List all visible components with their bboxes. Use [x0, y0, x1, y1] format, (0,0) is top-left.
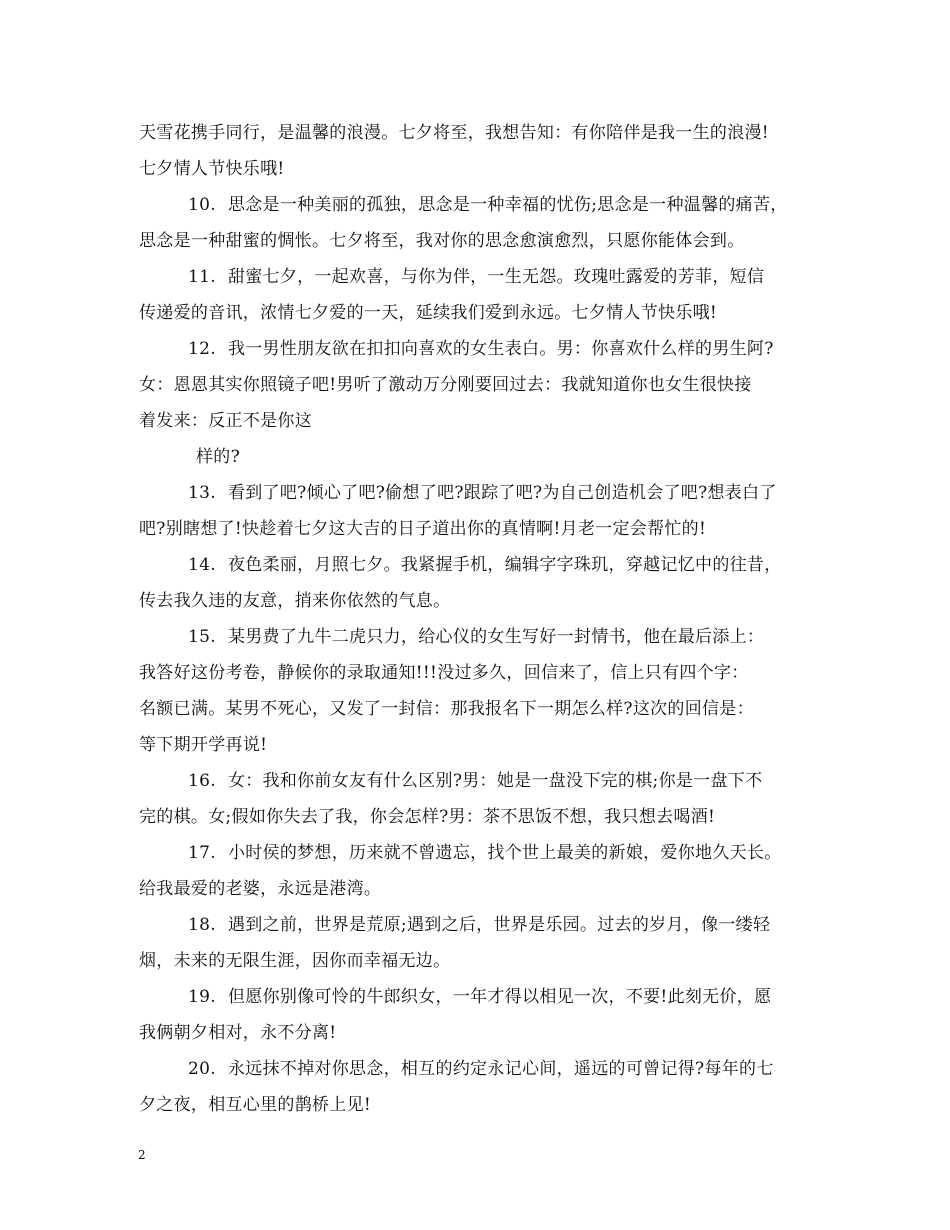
text-line: 我俩朝夕相对，永不分离!: [139, 1023, 337, 1043]
item-number: 13.: [188, 483, 216, 503]
text-line: 夕之夜，相互心里的鹊桥上见!: [139, 1095, 372, 1115]
text-line: 给我最爱的老婆，永远是港湾。: [139, 879, 382, 899]
text-line: 吧?别瞎想了!快趁着七夕这大吉的日子道出你的真情啊!月老一定会帮忙的!: [139, 519, 707, 539]
text-line: 烟，未来的无限生涯，因你而幸福无边。: [139, 951, 451, 971]
item-number: 10.: [188, 195, 216, 215]
list-item-13: [188, 482, 777, 504]
text-line: 传去我久违的友意，捎来你依然的气息。: [139, 591, 451, 611]
text-line: 思念是一种甜蜜的惆怅。七夕将至，我对你的思念愈演愈烈，只愿你能体会到。: [139, 231, 745, 251]
list-item-12: [188, 338, 774, 360]
item-number: 12.: [188, 339, 216, 359]
item-number: 19.: [188, 987, 216, 1007]
text-line: 传递爱的音讯，浓情七夕爱的一天，延续我们爱到永远。七夕情人节快乐哦!: [139, 303, 718, 323]
list-item-19: [188, 986, 771, 1008]
page-number: 2: [138, 1148, 146, 1162]
list-item-17: [188, 842, 782, 864]
text-line: 样的?: [196, 447, 241, 467]
text-line: 等下期开学再说!: [139, 735, 268, 755]
list-item-14: [188, 554, 782, 576]
text-line: 我答好这份考卷，静候你的录取通知!!!没过多久，回信来了，信上只有四个字：: [139, 663, 749, 683]
text-line: 但愿你别像可怜的牛郎织女，一年才得以相见一次，不要!此刻无价，愿: [227, 987, 772, 1007]
item-number: 20.: [188, 1059, 216, 1079]
list-item-16: [188, 770, 762, 792]
text-line: 甜蜜七夕，一起欢喜，与你为伴，一生无怨。玫瑰吐露爱的芳菲，短信: [227, 267, 765, 287]
text-line: 着发来：反正不是你这: [139, 411, 312, 431]
text-line: 小时侯的梦想，历来就不曾遗忘，找个世上最美的新娘，爱你地久天长。: [227, 843, 782, 863]
item-number: 11.: [188, 267, 216, 287]
list-item-18: [188, 914, 770, 936]
text-line: 某男费了九牛二虎只力，给心仪的女生写好一封情书，他在最后添上：: [227, 627, 765, 647]
text-line: 七夕情人节快乐哦!: [139, 159, 285, 179]
text-line: 天雪花携手同行，是温馨的浪漫。七夕将至，我想告知：有你陪伴是我一生的浪漫!: [139, 123, 769, 143]
text-line: 女：我和你前女友有什么区别?男：她是一盘没下完的棋;你是一盘下不: [227, 771, 763, 791]
text-line: 思念是一种美丽的孤独，思念是一种幸福的忧伤;思念是一种温馨的痛苦，: [227, 195, 788, 215]
item-number: 14.: [188, 555, 216, 575]
text-line: 我一男性朋友欲在扣扣向喜欢的女生表白。男：你喜欢什么样的男生阿?: [227, 339, 774, 359]
text-line: 永远抹不掉对你思念，相互的约定永记心间，遥远的可曾记得?每年的七: [227, 1059, 774, 1079]
list-item-20: [188, 1058, 774, 1080]
list-item-15: [188, 626, 764, 648]
list-item-10: [188, 194, 788, 216]
list-item-11: [188, 266, 764, 288]
text-line: 遇到之前，世界是荒原;遇到之后，世界是乐园。过去的岁月，像一缕轻: [227, 915, 771, 935]
item-number: 18.: [188, 915, 216, 935]
text-line: 夜色柔丽，月照七夕。我紧握手机，编辑字字珠玑，穿越记忆中的往昔，: [227, 555, 782, 575]
text-line: 女：恩恩其实你照镜子吧!男听了激动万分刚要回过去：我就知道你也女生很快接: [139, 375, 752, 395]
text-line: 名额已满。某男不死心，又发了一封信：那我报名下一期怎么样?这次的回信是：: [139, 699, 754, 719]
item-number: 17.: [188, 843, 216, 863]
item-number: 16.: [188, 771, 216, 791]
item-number: 15.: [188, 627, 216, 647]
text-line: 完的棋。女;假如你失去了我，你会怎样?男：茶不思饭不想，我只想去喝酒!: [139, 807, 716, 827]
text-line: 看到了吧?倾心了吧?偷想了吧?跟踪了吧?为自己创造机会了吧?想表白了: [227, 483, 777, 503]
